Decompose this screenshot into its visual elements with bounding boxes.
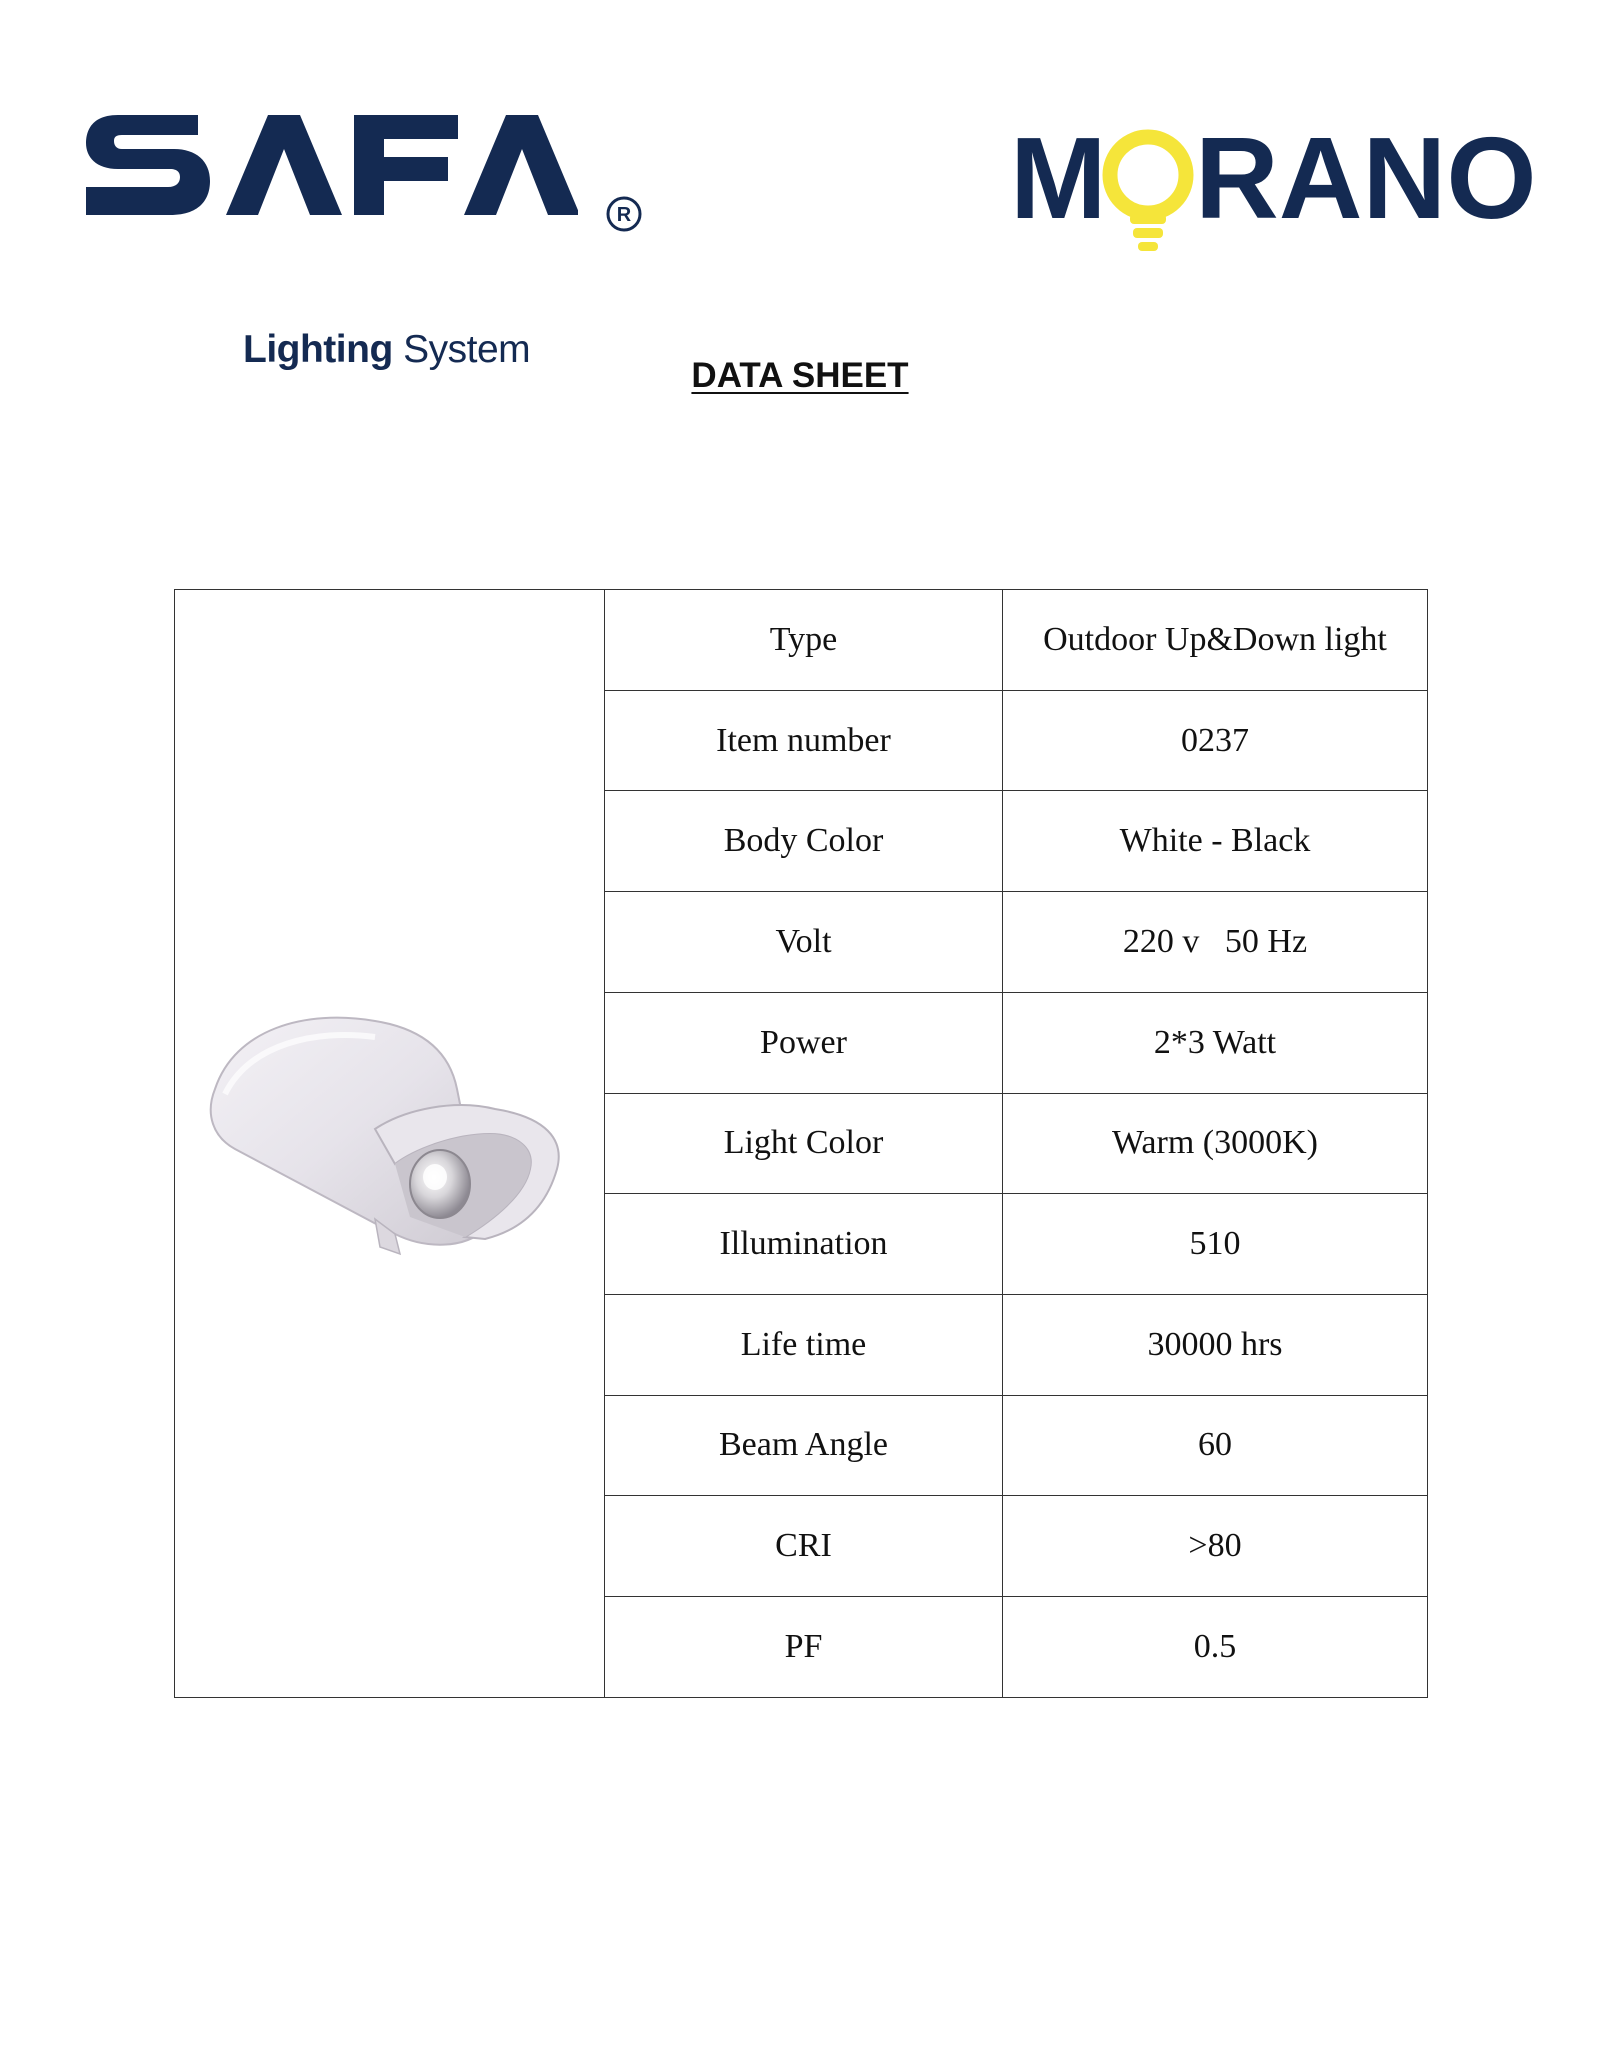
safa-subtitle-regular: System <box>403 328 531 371</box>
spec-value: 60 <box>1003 1395 1428 1496</box>
product-image-cell <box>175 590 605 1698</box>
spec-label: Volt <box>605 892 1003 993</box>
spec-label: Beam Angle <box>605 1395 1003 1496</box>
spec-label: Power <box>605 992 1003 1093</box>
spec-label: Life time <box>605 1294 1003 1395</box>
spec-value: 30000 hrs <box>1003 1294 1428 1395</box>
page-title <box>0 356 1600 396</box>
spec-label: Item number <box>605 690 1003 791</box>
safa-wordmark <box>78 95 578 225</box>
spec-label: Type <box>605 590 1003 691</box>
spec-label: Body Color <box>605 791 1003 892</box>
spec-value: Warm (3000K) <box>1003 1093 1428 1194</box>
spec-value: White - Black <box>1003 791 1428 892</box>
spec-value: 0.5 <box>1003 1597 1428 1698</box>
spec-value: 0237 <box>1003 690 1428 791</box>
spec-value: 220 v 50 Hz <box>1003 892 1428 993</box>
morano-letters-rano: RANO <box>1195 118 1537 243</box>
spec-value: >80 <box>1003 1496 1428 1597</box>
spec-label: PF <box>605 1597 1003 1698</box>
spec-row-type <box>175 590 1428 691</box>
lightbulb-icon <box>1110 137 1186 251</box>
spec-label: CRI <box>605 1496 1003 1597</box>
morano-letter-m: M <box>1010 118 1107 243</box>
svg-text:R: R <box>616 204 632 226</box>
safa-logo <box>78 95 632 371</box>
spec-value: Outdoor Up&Down light <box>1003 590 1428 691</box>
page-title-text: DATA SHEET <box>691 356 909 395</box>
spec-value: 2*3 Watt <box>1003 992 1428 1093</box>
spec-table <box>174 589 1428 1698</box>
safa-subtitle-bold: Lighting <box>243 328 393 371</box>
spec-label: Light Color <box>605 1093 1003 1194</box>
morano-logo <box>1010 118 1550 258</box>
outdoor-up-down-light-image <box>195 999 585 1289</box>
spec-label: Illumination <box>605 1194 1003 1295</box>
spec-value: 510 <box>1003 1194 1428 1295</box>
registered-trademark-icon <box>605 195 643 233</box>
